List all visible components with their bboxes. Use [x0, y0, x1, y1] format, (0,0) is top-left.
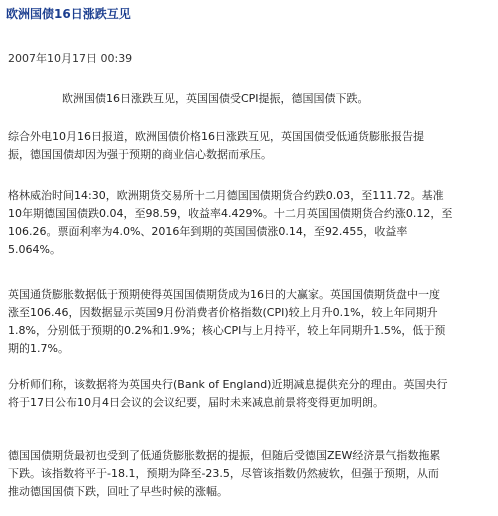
- paragraph-line: 10年期德国国债跌0.04，至98.59，收益率4.429%。十二月英国国债期货合约涨0.12，至: [8, 207, 453, 220]
- paragraph-line: 德国国债期货最初也受到了低通货膨胀数据的提振，但随后受德国ZEW经济景气指数拖累: [8, 449, 441, 462]
- paragraph-line: 推动德国国债下跌，回吐了早些时候的涨幅。: [8, 485, 228, 498]
- paragraph-line: 1.8%，分别低于预期的0.2%和1.9%；核心CPI与上月持平，较上年同期升1.5%，低于预: [8, 324, 446, 337]
- paragraph-line: 综合外电10月16日报道，欧洲国债价格16日涨跌互见，英国国债受低通货膨胀报告提: [8, 130, 424, 143]
- article-lead-paragraph: [62, 90, 492, 108]
- paragraph-line: 下跌。该指数将平于-18.1，预期为降至-23.5，尽管该指数仍然疲软，但强于预期，从而: [8, 467, 439, 480]
- paragraph-line: 期的1.7%。: [8, 342, 69, 355]
- paragraph-line: 5.064%。: [8, 243, 61, 256]
- article-title: 欧洲国债16日涨跌互见: [6, 7, 131, 21]
- paragraph-line: 格林威治时间14:30，欧洲期货交易所十二月德国国债期货合约跌0.03，至111.72。基准: [8, 189, 444, 202]
- paragraph-line: 欧洲国债16日涨跌互见，英国国债受CPI提振，德国国债下跌。: [62, 92, 369, 105]
- paragraph-line: 将于17日公布10月4日会议的会议纪要，届时未来减息前景将变得更加明朗。: [8, 396, 384, 409]
- article-date: 2007年10月17日 00:39: [8, 52, 133, 65]
- paragraph-line: 振，德国国债却因为强于预期的商业信心数据而承压。: [8, 148, 272, 161]
- paragraph-line: 涨至106.46，因数据显示英国9月份消费者价格指数(CPI)较上月升0.1%，较上年同期升: [8, 306, 438, 319]
- paragraph-line: 英国通货膨胀数据低于预期使得英国国债期货成为16日的大赢家。英国国债期货盘中一度: [8, 288, 440, 301]
- paragraph-line: 分析师们称，该数据将为英国央行(Bank of England)近期减息提供充分的理由。英国央行: [8, 378, 448, 391]
- article-paragraph-prices: [8, 187, 492, 259]
- article-paragraph-german-bonds: [8, 447, 492, 501]
- article-paragraph-analysts: [8, 376, 492, 412]
- article-paragraph-summary: [8, 128, 492, 164]
- paragraph-line: 106.26。票面利率为4.0%、2016年到期的英国国债涨0.14，至92.455，收益率: [8, 225, 408, 238]
- article-paragraph-uk-inflation: [8, 286, 492, 358]
